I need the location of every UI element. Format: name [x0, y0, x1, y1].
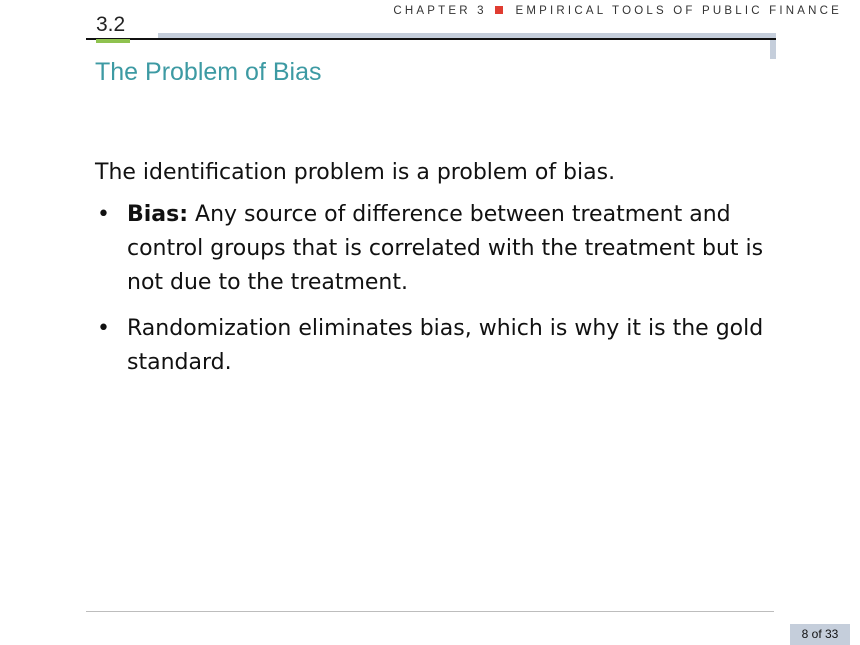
footer-rule	[86, 611, 774, 612]
bullet-term: Bias:	[127, 202, 189, 227]
section-number-underline	[96, 39, 130, 43]
bullet-item	[95, 198, 775, 300]
chapter-label: CHAPTER 3	[393, 5, 487, 17]
bullet-icon: •	[97, 202, 110, 227]
page-indicator: 8 of 33	[790, 624, 850, 645]
bullet-item	[95, 312, 775, 380]
bullet-text: Randomization eliminates bias, which is why it is the gold standard.	[127, 316, 764, 375]
title-band-end	[770, 33, 776, 59]
bullet-text: Any source of difference between treatment and control groups that is correlated with the treatment but is not due to the treatment.	[127, 202, 764, 295]
slide-title: The Problem of Bias	[95, 58, 322, 86]
chapter-title: EMPIRICAL TOOLS OF PUBLIC FINANCE	[515, 5, 842, 17]
title-rule	[86, 38, 776, 40]
chapter-header	[393, 5, 842, 17]
section-number: 3.2	[96, 13, 126, 36]
bullet-icon: •	[97, 316, 110, 341]
red-square-icon	[495, 6, 503, 14]
intro-text: The identification problem is a problem of bias.	[95, 160, 616, 185]
slide-content	[95, 156, 775, 392]
